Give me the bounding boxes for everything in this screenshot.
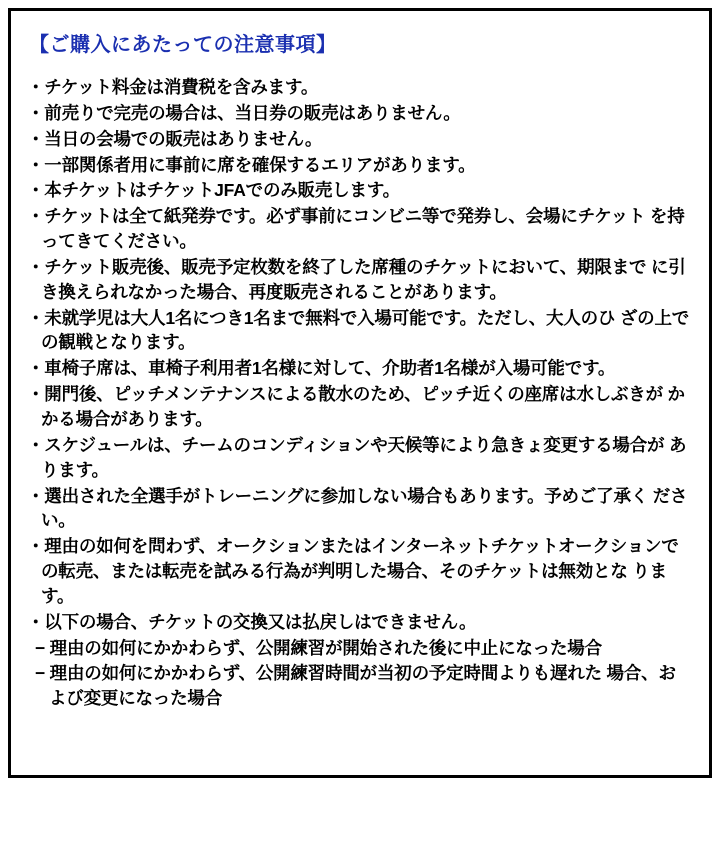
notice-item: ・チケット販売後、販売予定枚数を終了した席種のチケットにおいて、期限まで に引き換えられなかった場合、再度販売されることがあります。: [27, 256, 686, 302]
notice-list: [27, 75, 693, 711]
notice-item: ・本チケットはチケットJFAでのみ販売します。: [27, 180, 400, 201]
notice-item: ・未就学児は大人1名につき1名まで無料で入場可能です。ただし、大人のひ ざの上での観戦となります。: [27, 307, 690, 353]
notice-item: ・理由の如何を問わず、オークションまたはインターネットチケットオークションで の転売、または転売を試みる行為が判明した場合、そのチケットは無効とな ります。: [27, 536, 679, 606]
purchase-notice-box: [8, 8, 712, 778]
notice-item: ・一部関係者用に事前に席を確保するエリアがあります。: [27, 154, 476, 175]
notice-item: − 理由の如何にかかわらず、公開練習が開始された後に中止になった場合: [35, 637, 602, 658]
notice-item: ・前売りで完売の場合は、当日券の販売はありません。: [27, 102, 461, 123]
notice-item: ・車椅子席は、車椅子利用者1名様に対して、介助者1名様が入場可能です。: [27, 358, 616, 379]
notice-item: ・チケット料金は消費税を含みます。: [27, 77, 319, 97]
notice-item: ・当日の会場での販売はありません。: [27, 128, 323, 149]
notice-item: ・以下の場合、チケットの交換又は払戻しはできません。: [27, 611, 477, 632]
notice-item: ・チケットは全て紙発券です。必ず事前にコンビニ等で発券し、会場にチケット を持ってきてください。: [27, 206, 685, 252]
notice-item: ・開門後、ピッチメンテナンスによる散水のため、ピッチ近くの座席は水しぶきが かかる場合があります。: [27, 384, 685, 429]
notice-title: 【ご購入にあたっての注意事項】: [29, 34, 337, 56]
notice-item: ・スケジュールは、チームのコンディションや天候等により急きょ変更する場合が あります。: [27, 434, 687, 480]
notice-item: ・選出された全選手がトレーニングに参加しない場合もあります。予めご了承く ださい。: [27, 485, 688, 531]
notice-item: − 理由の如何にかかわらず、公開練習時間が当初の予定時間よりも遅れた 場合、および変更になった場合: [35, 663, 676, 709]
